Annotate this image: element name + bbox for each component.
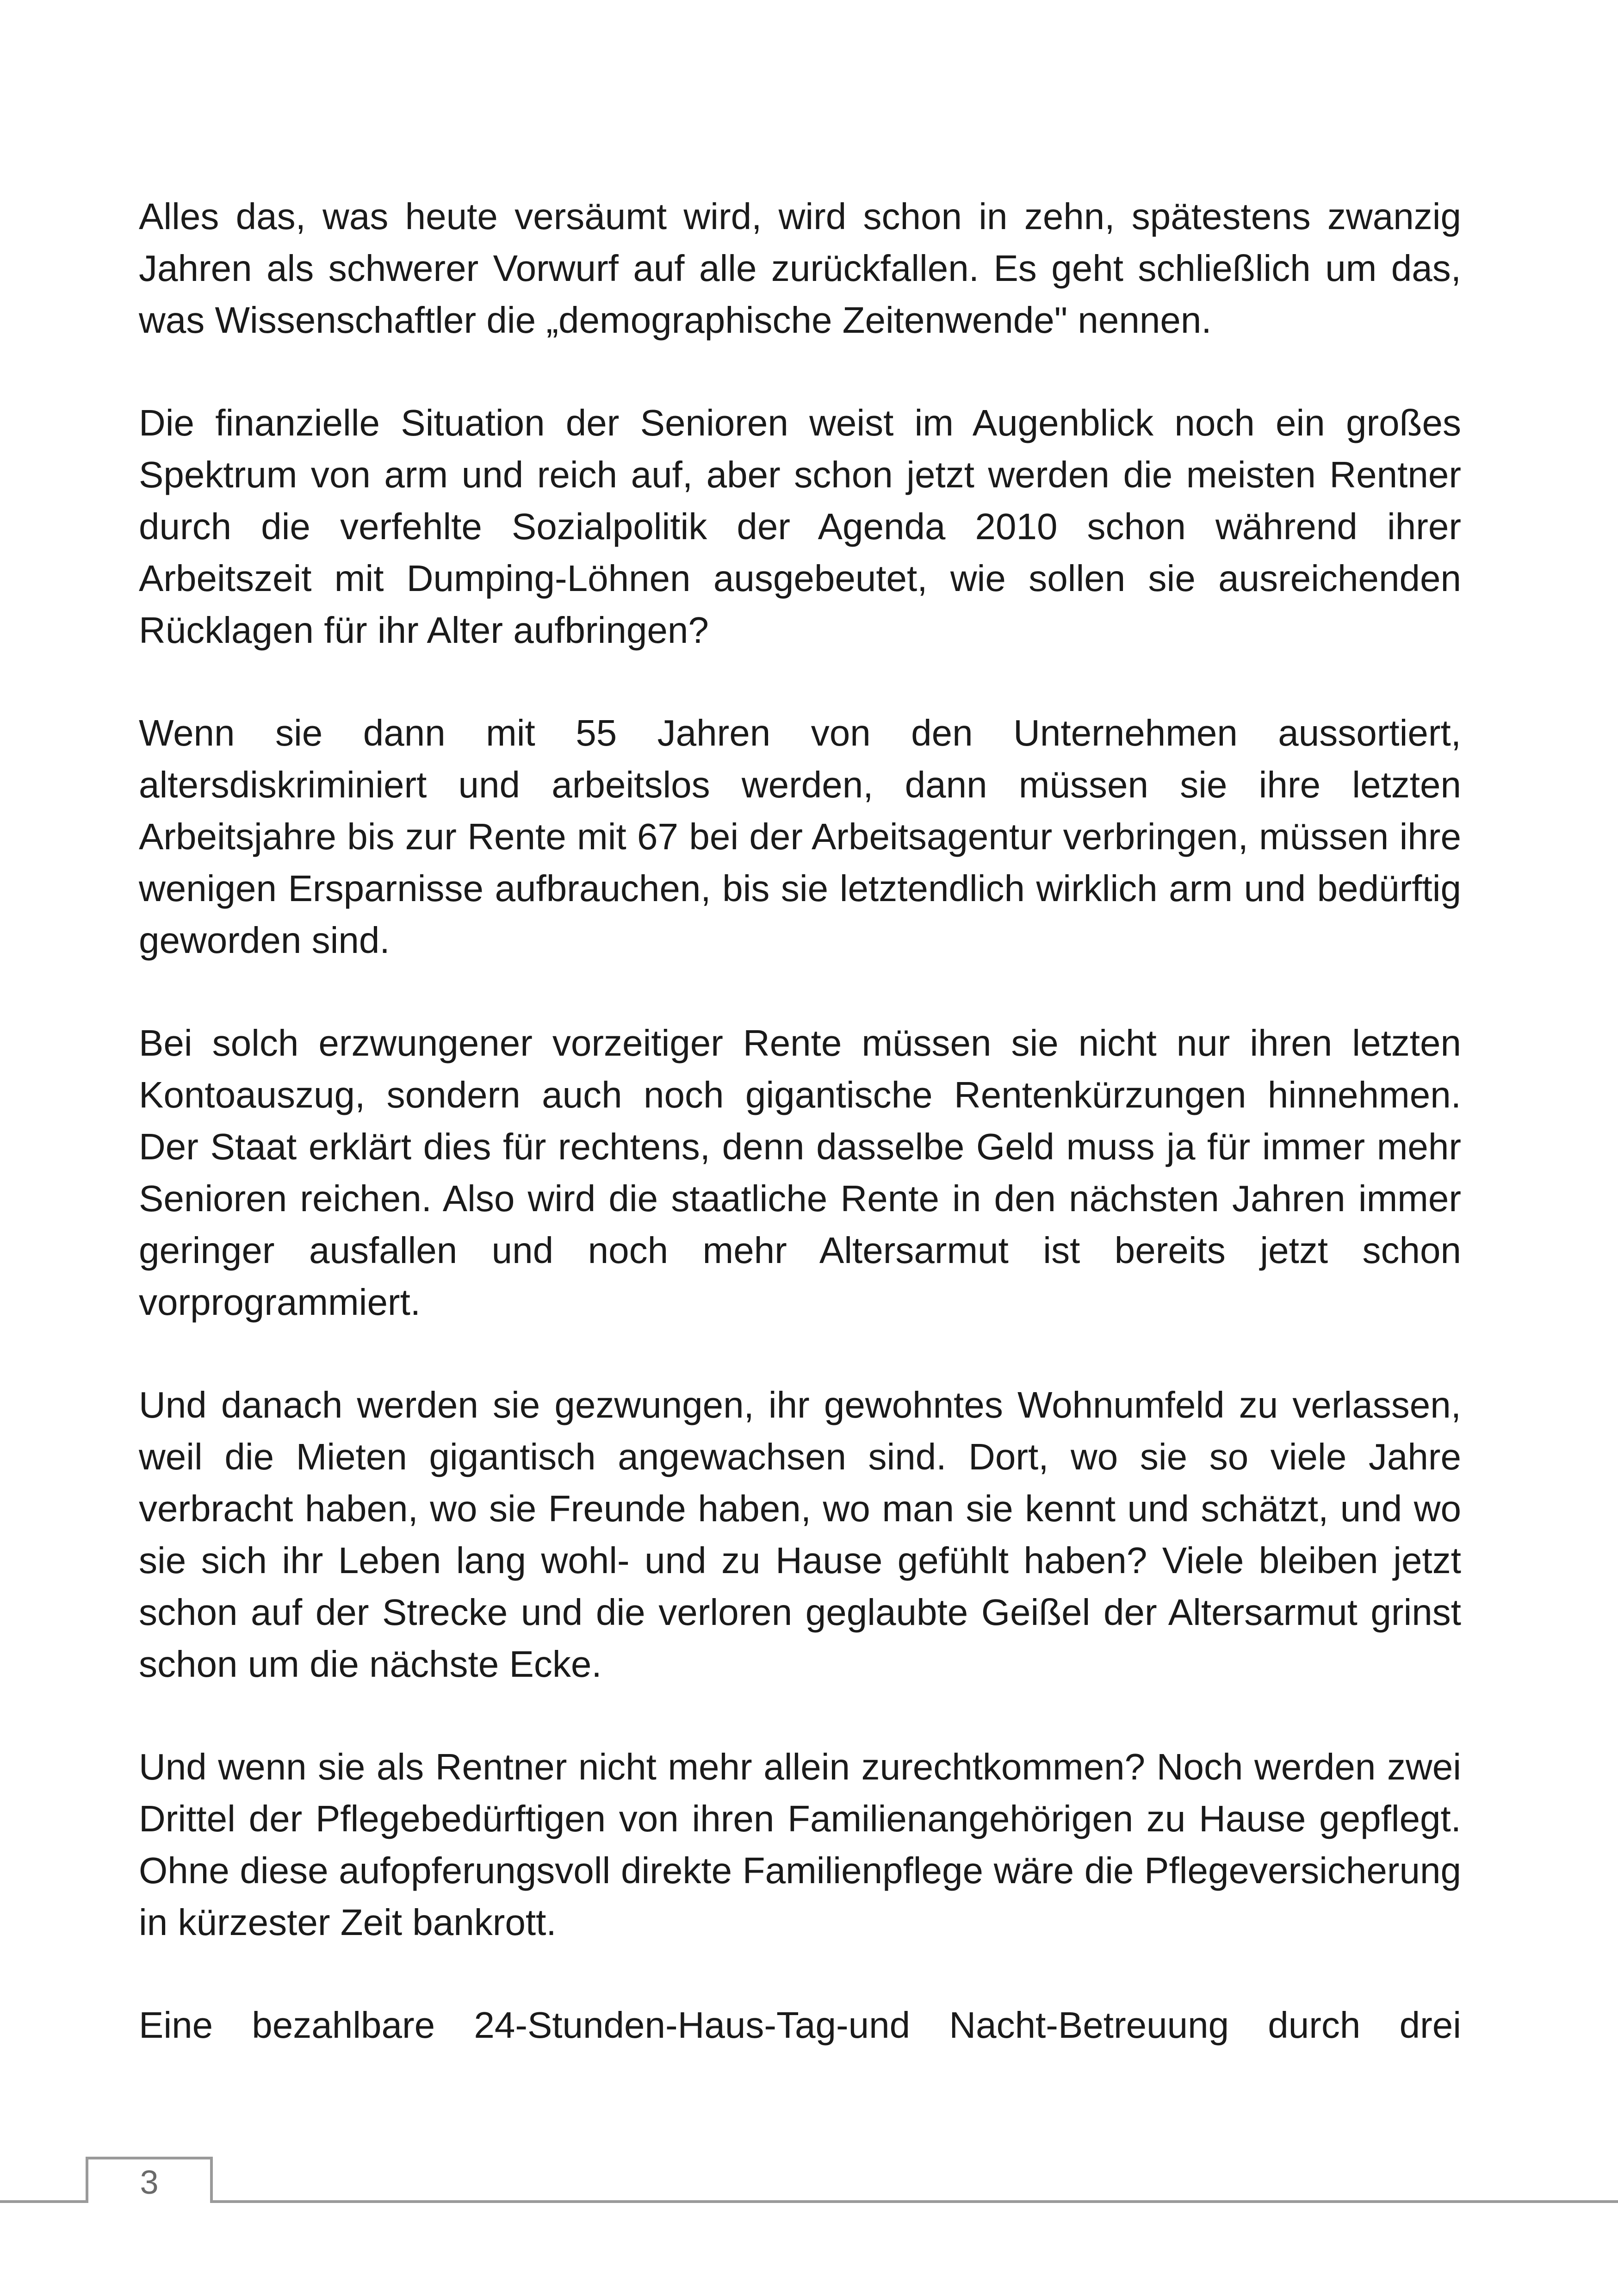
paragraph-5: Und danach werden sie gezwungen, ihr gewohntes Wohnumfeld zu verlassen, weil die Mieten gigantisch angewachsen sind. Dort, wo sie so viele Jahre verbracht haben, wo sie Freunde haben, wo man sie kennt und schätzt, und wo sie sich ihr Leben lang wohl- und zu Hause gefühlt haben? Viele bleiben jetzt schon auf der Strecke und die verloren geglaubte Geißel der Altersarmut grinst schon um die nächste Ecke. xyxy=(139,1384,1461,1685)
page-number: 3 xyxy=(140,2164,159,2201)
paragraph-4: Bei solch erzwungener vorzeitiger Rente müssen sie nicht nur ihren letzten Kontoauszug, sondern auch noch gigantische Rentenkürzungen hinnehmen. Der Staat erklärt dies für rechtens, denn dasselbe Geld muss ja für immer mehr Senioren reichen. Also wird die staatliche Rente in den nächsten Jahren immer geringer ausfallen und noch mehr Altersarmut ist bereits jetzt schon vorprogrammiert. xyxy=(139,1022,1461,1323)
page-body xyxy=(139,191,1461,2051)
footer-rule-right xyxy=(213,2200,1618,2203)
paragraph-1: Alles das, was heute versäumt wird, wird schon in zehn, spätestens zwanzig Jahren als schwerer Vorwurf auf alle zurückfallen. Es geht schließlich um das, was Wissenschaftler die „demographische Zeitenwende" nennen. xyxy=(139,196,1461,341)
page-footer xyxy=(0,2157,1618,2212)
paragraph-6: Und wenn sie als Rentner nicht mehr allein zurechtkommen? Noch werden zwei Drittel der Pflegebedürftigen von ihren Familienangehörigen zu Hause gepflegt. Ohne diese aufopferungsvoll direkte Familienpflege wäre die Pflegeversicherung in kürzester Zeit bankrott. xyxy=(139,1746,1461,1943)
paragraph-7: Eine bezahlbare 24-Stunden-Haus-Tag-und Nacht-Betreuung durch drei xyxy=(139,2004,1461,2046)
footer-rule-left xyxy=(0,2200,86,2203)
paragraph-3: Wenn sie dann mit 55 Jahren von den Unternehmen aussortiert, altersdiskriminiert und arbeitslos werden, dann müssen sie ihre letzten Arbeitsjahre bis zur Rente mit 67 bei der Arbeitsagentur verbringen, müssen ihre wenigen Ersparnisse aufbrauchen, bis sie letztendlich wirklich arm und bedürftig geworden sind. xyxy=(139,712,1461,961)
page-number-box xyxy=(86,2157,213,2203)
paragraph-2: Die finanzielle Situation der Senioren weist im Augenblick noch ein großes Spektrum von arm und reich auf, aber schon jetzt werden die meisten Rentner durch die verfehlte Sozialpolitik der Agenda 2010 schon während ihrer Arbeitszeit mit Dumping-Löhnen ausgebeutet, wie sollen sie ausreichenden Rücklagen für ihr Alter aufbringen? xyxy=(139,402,1461,651)
